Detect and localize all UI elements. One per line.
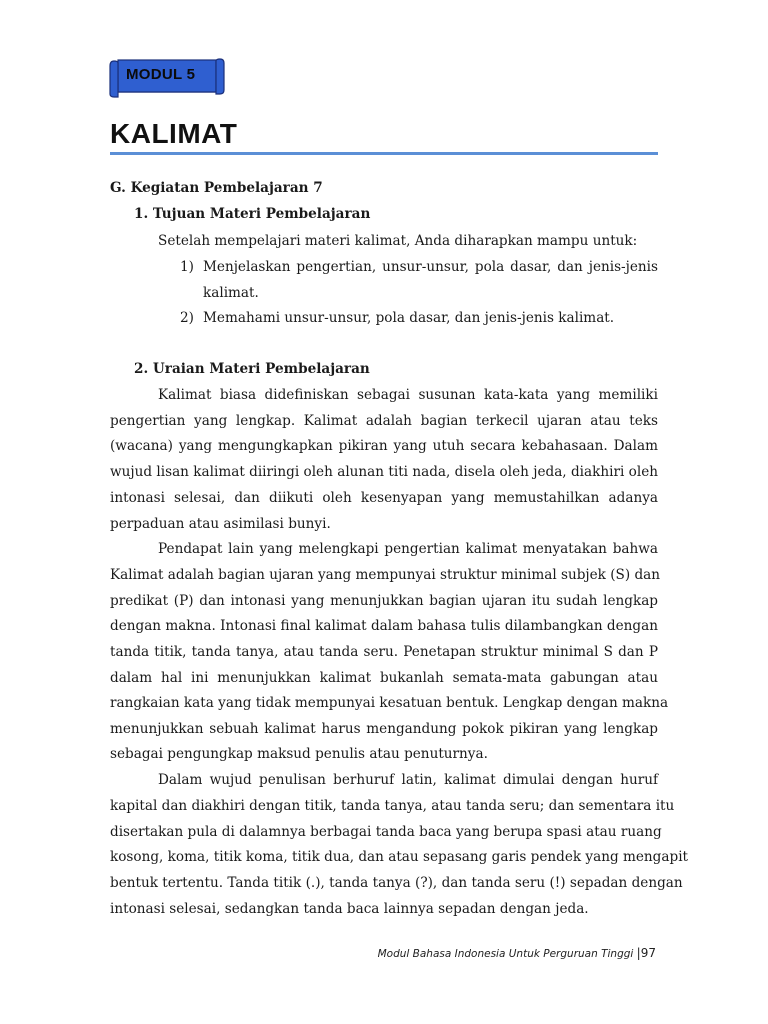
paragraph-line: bentuk tertentu. Tanda titik (.), tanda tanya (?), dan tanda seru (!) sepadan dengan (110, 875, 683, 891)
paragraph-line: Dalam wujud penulisan berhuruf latin, kalimat dimulai dengan huruf (158, 772, 658, 788)
paragraph-line: Pendapat lain yang melengkapi pengertian kalimat menyatakan bahwa (158, 541, 658, 557)
subsection-1-heading: 1. Tujuan Materi Pembelajaran (134, 206, 371, 222)
title-divider (110, 152, 658, 155)
paragraph-line: intonasi selesai, dan diikuti oleh kesenyapan yang memustahilkan adanya (110, 490, 658, 506)
paragraph-line: dengan makna. Intonasi final kalimat dalam bahasa tulis dilambangkan dengan (110, 618, 658, 634)
module-banner (108, 58, 226, 96)
module-label: MODUL 5 (126, 66, 196, 83)
objective-1-text: Menjelaskan pengertian, unsur-unsur, pola dasar, dan jenis-jenis (203, 259, 658, 275)
subsection-2-heading: 2. Uraian Materi Pembelajaran (134, 361, 370, 377)
page-number: 97 (640, 946, 656, 960)
paragraph-line: sebagai pengungkap maksud penulis atau penuturnya. (110, 746, 488, 762)
objective-2-text: Memahami unsur-unsur, pola dasar, dan jenis-jenis kalimat. (203, 310, 615, 326)
paragraph-line: kosong, koma, titik koma, titik dua, dan atau sepasang garis pendek yang mengapit (110, 849, 688, 865)
paragraph-line: predikat (P) dan intonasi yang menunjukkan bagian ujaran itu sudah lengkap (110, 593, 658, 609)
paragraph-line: tanda titik, tanda tanya, atau tanda seru. Penetapan struktur minimal S dan P (110, 644, 658, 660)
footer-title: Modul Bahasa Indonesia Untuk Perguruan Tinggi (377, 948, 634, 960)
section-heading: G. Kegiatan Pembelajaran 7 (110, 180, 323, 196)
objectives-intro: Setelah mempelajari materi kalimat, Anda diharapkan mampu untuk: (158, 233, 638, 249)
paragraph-line: wujud lisan kalimat diiringi oleh alunan titi nada, disela oleh jeda, diakhiri oleh (110, 464, 658, 480)
objective-1-number: 1) (180, 259, 194, 275)
paragraph-line: perpaduan atau asimilasi bunyi. (110, 516, 331, 532)
paragraph-line: menunjukkan sebuah kalimat harus mengandung pokok pikiran yang lengkap (110, 721, 658, 737)
objective-2-number: 2) (180, 310, 194, 326)
paragraph-line: (wacana) yang mengungkapkan pikiran yang utuh secara kebahasaan. Dalam (110, 438, 658, 454)
paragraph-line: disertakan pula di dalamnya berbagai tanda baca yang berupa spasi atau ruang (110, 824, 662, 840)
paragraph-line: Kalimat adalah bagian ujaran yang mempunyai struktur minimal subjek (S) dan (110, 567, 661, 583)
paragraph-line: Kalimat biasa didefiniskan sebagai susunan kata-kata yang memiliki (158, 387, 658, 403)
paragraph-line: intonasi selesai, sedangkan tanda baca lainnya sepadan dengan jeda. (110, 901, 589, 917)
footer-separator: | (636, 946, 641, 960)
objective-1-text-cont: kalimat. (203, 285, 259, 301)
paragraph-line: kapital dan diakhiri dengan titik, tanda tanya, atau tanda seru; dan sementara itu (110, 798, 675, 814)
paragraph-line: pengertian yang lengkap. Kalimat adalah bagian terkecil ujaran atau teks (110, 413, 658, 429)
paragraph-line: rangkaian kata yang tidak mempunyai kesatuan bentuk. Lengkap dengan makna (110, 695, 669, 711)
page-footer (378, 946, 656, 960)
page-title: KALIMAT (110, 118, 238, 149)
paragraph-line: dalam hal ini menunjukkan kalimat bukanlah semata-mata gabungan atau (110, 670, 658, 686)
